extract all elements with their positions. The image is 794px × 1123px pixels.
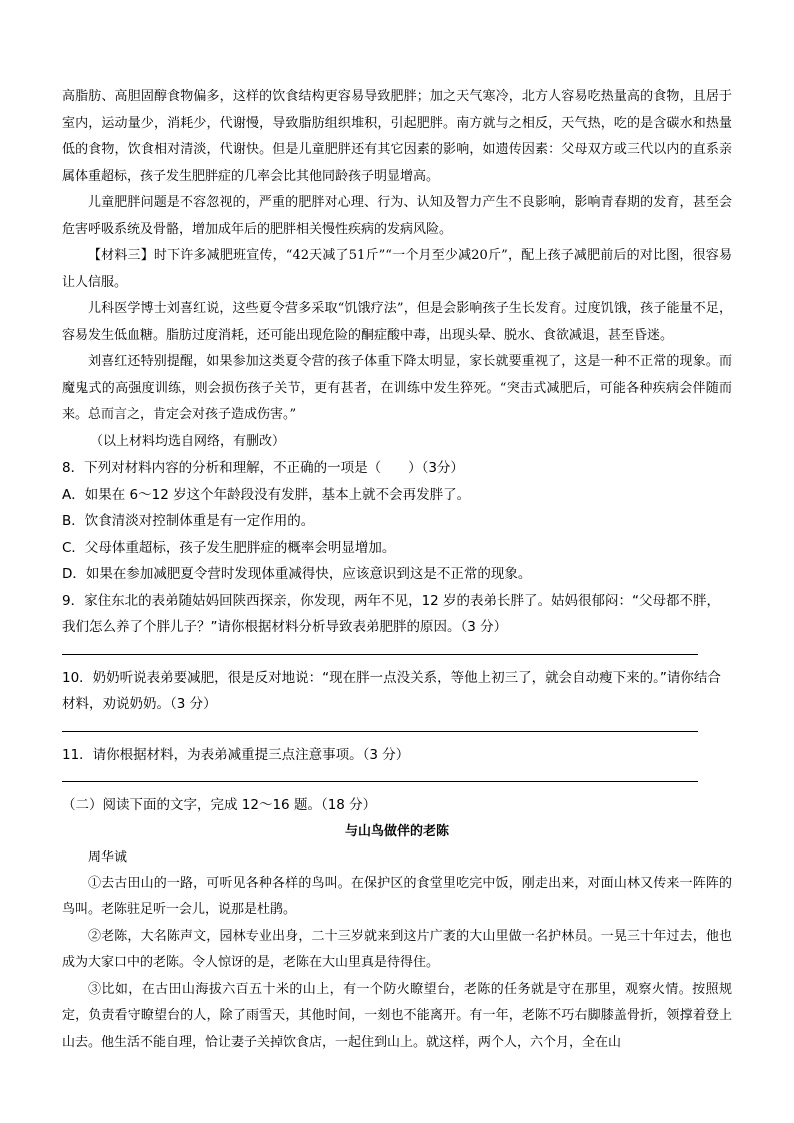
- answer-line[interactable]: [62, 730, 698, 732]
- material-paragraph: 儿童肥胖问题是不容忽视的，严重的肥胖对心理、行为、认知及智力产生不良影响，影响青春期的发育，甚至会危害呼吸系统及骨骼，增加成年后的肥胖相关慢性疾病的发病风险。: [62, 195, 732, 237]
- question-8-option-a: A．如果在 6～12 岁这个年龄段没有发胖，基本上就不会再发胖了。: [62, 486, 471, 503]
- article-author: 周华诚: [88, 849, 128, 865]
- material-paragraph: 儿科医学博士刘喜红说，这些夏令营多采取“饥饿疗法”，但是会影响孩子生长发育。过度饥饿，孩子能量不足，容易发生低血糖。脂肪过度消耗，还可能出现危险的酮症酸中毒，出现头晕、脱水、食欲减退，甚至昏迷。: [62, 301, 732, 343]
- article-title: 与山鸟做伴的老陈: [344, 823, 449, 839]
- material-source-note: （以上材料均选自网络，有删改）: [90, 433, 286, 449]
- question-8: 8．下列对材料内容的分析和理解，不正确的一项是（ ）（3分）: [62, 460, 464, 476]
- article-paragraph-3: ③比如，在古田山海拔六百五十米的山上，有一个防火瞭望台，老陈的任务就是守在那里，观察火情。按照规定，负责看守瞭望台的人，除了雨雪天，其他时间，一刻也不能离开。有一年，老陈不巧右脚膝盖骨折，领撑着登上山去。他生活不能自理，恰让妻子关掉饮食店，一起住到山上。就这样，两个人，六个月，全在山: [62, 981, 732, 1050]
- material-paragraph: 高脂肪、高胆固醇食物偏多，这样的饮食结构更容易导致肥胖；加之天气寒冷，北方人容易吃热量高的食物，且居于室内，运动量少，消耗少，代谢慢，导致脂肪组织堆积，引起肥胖。南方就与之相反，天气热，吃的是含碳水和热量低的食物，饮食相对清淡，代谢快。但是儿童肥胖还有其它因素的影响，如遗传因素：父母双方或三代以内的直系亲属体重超标，孩子发生肥胖症的几率会比其他同龄孩子明显增高。: [62, 89, 732, 184]
- section-two-heading: （二）阅读下面的文字，完成 12～16 题。（18 分）: [62, 797, 377, 813]
- answer-line[interactable]: [62, 780, 698, 782]
- question-9: 9．家住东北的表弟随姑妈回陕西探亲，你发现，两年不见，12 岁的表弟长胖了。姑妈很郁闷：“父母都不胖，我们怎么养了个胖儿子？”请你根据材料分析导致表弟肥胖的原因。（3 分）: [62, 592, 721, 635]
- question-10: 10．奶奶听说表弟要减肥，很是反对地说：“现在胖一点没关系，等他上初三了，就会自动瘦下来的。”请你结合材料，劝说奶奶。（3 分）: [62, 669, 721, 712]
- question-8-option-d: D．如果在参加减肥夏令营时发现体重减得快，应该意识到这是不正常的现象。: [62, 566, 532, 582]
- article-paragraph-1: ①去古田山的一路，可听见各种各样的鸟叫。在保护区的食堂里吃完中饭，刚走出来，对面山林又传来一阵阵的鸟叫。老陈驻足听一会儿，说那是杜鹃。: [62, 875, 732, 917]
- exam-page: [62, 84, 732, 1056]
- question-8-option-c: C．父母体重超标，孩子发生肥胖症的概率会明显增加。: [62, 539, 396, 556]
- article-paragraph-2: ②老陈，大名陈声文，园林专业出身，二十三岁就来到这片广袤的大山里做一名护林员。一晃三十年过去，他也成为大家口中的老陈。令人惊讶的是，老陈在大山里真是待得住。: [62, 928, 732, 970]
- material-paragraph: 刘喜红还特别提醒，如果参加这类夏令营的孩子体重下降太明显，家长就要重视了，这是一种不正常的现象。而魔鬼式的高强度训练，则会损伤孩子关节，更有甚者，在训练中发生猝死。“突击式减肥后，可能各种疾病会伴随而来。总而言之，肯定会对孩子造成伤害。”: [62, 354, 732, 422]
- answer-line[interactable]: [62, 653, 698, 655]
- material-three-heading-paragraph: 【材料三】时下许多减肥班宣传，“42天减了51斤”“一个月至少减20斤”，配上孩子减肥前后的对比图，很容易让人信服。: [62, 248, 732, 290]
- question-8-option-b: B．饮食清淡对控制体重是有一定作用的。: [62, 513, 315, 529]
- question-11: 11．请你根据材料，为表弟减重提三点注意事项。（3 分）: [62, 746, 410, 763]
